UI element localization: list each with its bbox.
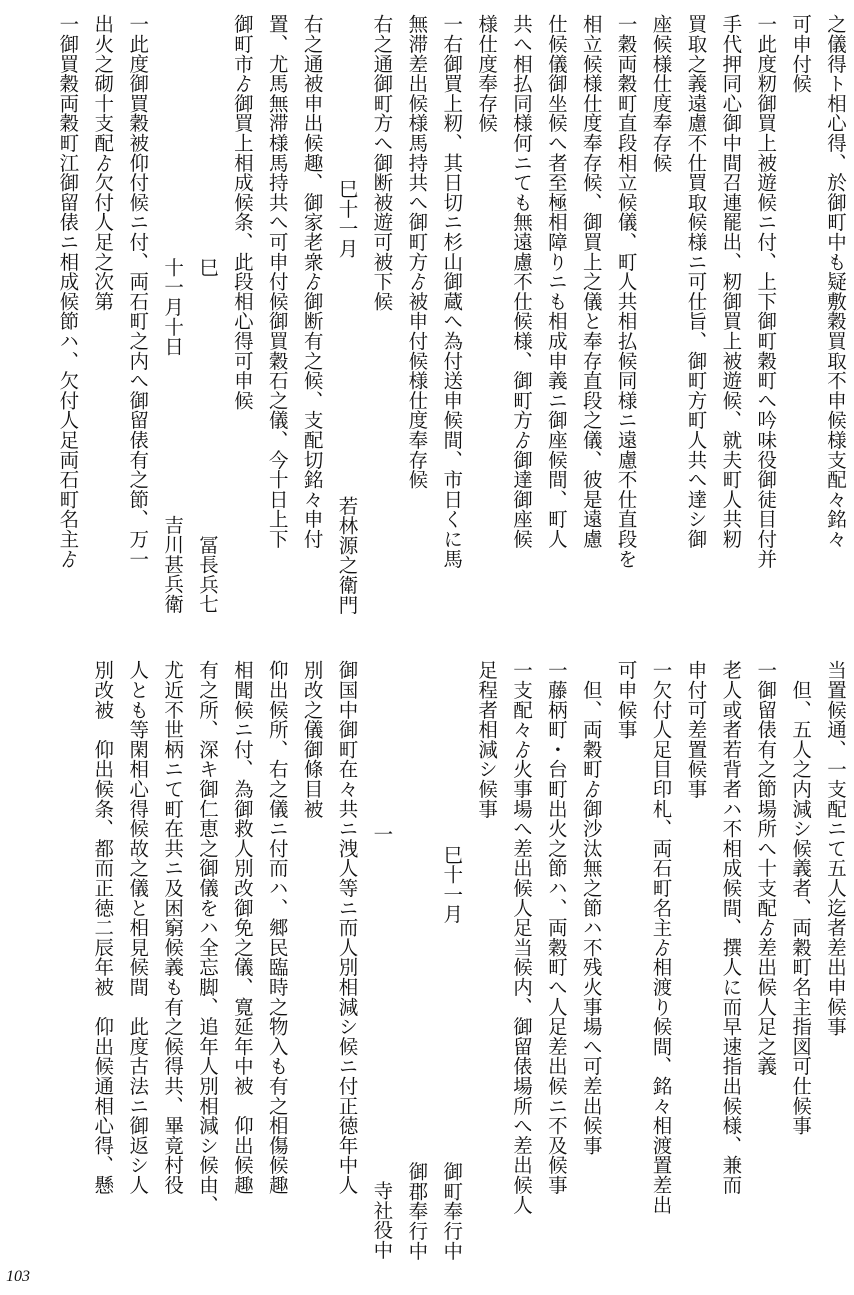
text-column: 一此度籾御買上被遊候ニ付、上下御町穀町へ吟味役御徒目付并: [754, 14, 778, 569]
text-column: 仰出候所、右之儀ニ付而ハ、郷民臨時之物入も有之相傷候趣: [265, 660, 289, 1195]
text-column: 老人或者若背者ハ不相成候間、撰人に而早速指出候様、兼而: [719, 660, 743, 1195]
text-column: 右之通御町方へ御断被遊可被下候: [370, 14, 394, 311]
text-column: 但、五人之内減シ候義者、両穀町名主指図可仕候事: [789, 660, 813, 1136]
text-column: 申付可差置候事: [684, 660, 708, 799]
text-column: 出火之砌十支配ゟ欠付人足之次第: [91, 14, 115, 311]
text-column: 一藤柄町・台町出火之節ハ、両穀町へ人足差出候ニ不及候事: [544, 660, 568, 1195]
text-column: 足程者相減シ候事: [475, 660, 499, 819]
text-column: 但、両穀町ゟ御沙汰無之節ハ不残火事場へ可差出候事: [579, 660, 603, 1155]
text-column: 一右御買上籾、其日切ニ杉山御蔵へ為付送申候間、市日くに馬: [440, 14, 464, 569]
text-column: 一欠付人足目印札、両石町名主ゟ相渡り候間、銘々相渡置差出: [649, 660, 673, 1215]
text-column: 一此度御買穀被仰付候ニ付、両石町之内へ御留俵有之節、万一: [126, 14, 150, 569]
text-column: 一穀両穀町直段相立候儀、町人共相払候同様ニ遠慮不仕直段を: [614, 14, 638, 569]
text-column: 一御買穀両穀町江御留俵ニ相成候節ハ、欠付人足両石町名主ゟ: [56, 14, 80, 569]
text-column: 仕候儀御坐候へ者至極相障りニも相成申義ニ御座候間、町人: [544, 14, 568, 549]
text-column: 有之所、深キ御仁恵之御儀をハ全忘脚、追年人別相減シ候由、: [195, 660, 219, 1215]
text-column: 巳 冨長兵七: [195, 198, 219, 614]
text-column: 座候様仕度奉存候: [649, 14, 673, 173]
text-column: 十一月十日 吉川甚兵衛: [161, 178, 185, 614]
text-column: 御国中御町在々共ニ洩人等ニ而人別相減シ候ニ付正徳年中人: [335, 660, 359, 1195]
lower-text-block: [2, 660, 852, 1260]
text-column: 可申付候: [789, 14, 813, 94]
text-column: 之儀得ト相心得、於御町中も疑敷穀買取不申候様支配々銘々: [824, 14, 847, 549]
text-column: 尤近不世柄ニて町在共ニ及困窮候義も有之候得共、畢竟村役: [161, 660, 185, 1195]
text-column: 一支配々ゟ火事場へ差出候人足当候内、御留俵場所へ差出候人: [509, 660, 533, 1215]
text-column: 相立候様仕度奉存候、御買上之儀と奉存直段之儀、彼是遠慮: [579, 14, 603, 549]
text-column: 別改之儀御條目被: [300, 660, 324, 819]
text-column: 一 寺社役中: [370, 824, 394, 1260]
text-column: 巳十一月 若林源之衛門: [335, 158, 359, 614]
text-column: 無滞差出候様馬持共へ御町方ゟ被申付候様仕度奉存候: [405, 14, 429, 490]
text-column: 巳十一月 御町奉行中: [440, 804, 464, 1260]
text-column: 一御留俵有之節場所へ十支配ゟ差出候人足之義: [754, 660, 778, 1076]
text-column: 別改被 仰出候条、都而正徳二辰年被 仰出候通相心得、懸: [91, 660, 115, 1195]
text-column: 当置候通、一支配ニて五人迄者差出申候事: [824, 660, 847, 1037]
text-column: 御町市ゟ御買上相成候条、此段相心得可申候: [230, 14, 254, 410]
text-column: 買取之義遠慮不仕買取候様ニ可仕旨、御町方町人共へ達シ御: [684, 14, 708, 549]
text-column: 手代押同心御中間召連罷出、籾御買上被遊候、就夫町人共籾: [719, 14, 743, 549]
text-column: 右之通被申出候趣、御家老衆ゟ御断有之候、支配切銘々申付: [300, 14, 324, 549]
text-column: 相聞候ニ付、為御救人別改御免之儀、寛延年中被 仰出候趣: [230, 660, 254, 1195]
text-column: 置、尤馬無滞様馬持共へ可申付候御買穀石之儀、今十日上下: [265, 14, 289, 549]
text-column: 人とも等閑相心得候故之儀と相見候間 此度古法ニ御返シ人: [126, 660, 150, 1195]
text-column: 様仕度奉存候: [475, 14, 499, 133]
page-number: 103: [6, 1268, 30, 1285]
text-column: 共へ相払同様何ニても無遠慮不仕候様、御町方ゟ御達御座候: [509, 14, 533, 549]
upper-text-block: [2, 14, 852, 614]
text-column: 可申候事: [614, 660, 638, 740]
text-column: 御郡奉行中: [405, 804, 429, 1260]
